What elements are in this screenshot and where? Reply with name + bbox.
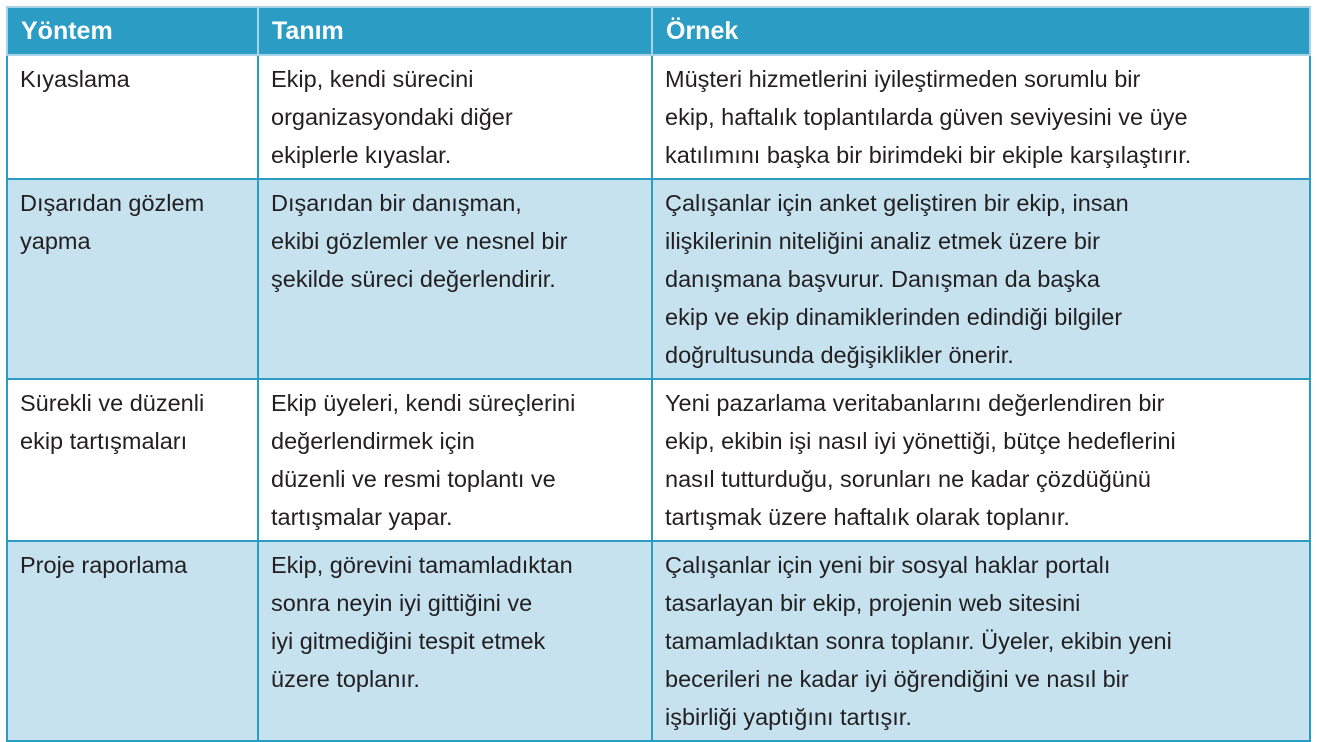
cell-definition: Dışarıdan bir danışman, ekibi gözlemler ve nesnel bir şekilde süreci değerlendirir. [258,179,652,379]
header-definition: Tanım [258,7,652,55]
cell-definition: Ekip, kendi sürecini organizasyondaki diğer ekiplerle kıyaslar. [258,55,652,179]
table-row [7,379,1310,541]
cell-method: Kıyaslama [7,55,258,179]
cell-example: Çalışanlar için anket geliştiren bir ekip, insan ilişkilerinin niteliğini analiz etmek üzere bir danışmana başvurur. Danışman da başka ekip ve ekip dinamiklerinden edindiği bilgiler doğrultusunda değişiklikler önerir. [652,179,1310,379]
cell-definition: Ekip, görevini tamamladıktan sonra neyin iyi gittiğini ve iyi gitmediğini tespit etmek üzere toplanır. [258,541,652,741]
cell-example: Müşteri hizmetlerini iyileştirmeden sorumlu bir ekip, haftalık toplantılarda güven seviyesini ve üye katılımını başka bir birimdeki bir ekiple karşılaştırır. [652,55,1310,179]
table-row [7,179,1310,379]
methods-table [6,6,1311,742]
table-header-row [7,7,1310,55]
header-example: Örnek [652,7,1310,55]
table-row [7,541,1310,741]
cell-example: Yeni pazarlama veritabanlarını değerlendiren bir ekip, ekibin işi nasıl iyi yönettiği, bütçe hedeflerini nasıl tutturduğu, sorunları ne kadar çözdüğünü tartışmak üzere haftalık olarak toplanır. [652,379,1310,541]
cell-method: Sürekli ve düzenli ekip tartışmaları [7,379,258,541]
methods-table-container [6,6,1309,742]
cell-definition: Ekip üyeleri, kendi süreçlerini değerlendirmek için düzenli ve resmi toplantı ve tartışmalar yapar. [258,379,652,541]
cell-example: Çalışanlar için yeni bir sosyal haklar portalı tasarlayan bir ekip, projenin web sitesini tamamladıktan sonra toplanır. Üyeler, ekibin yeni becerileri ne kadar iyi öğrendiğini ve nasıl bir işbirliği yaptığını tartışır. [652,541,1310,741]
header-method: Yöntem [7,7,258,55]
cell-method: Dışarıdan gözlem yapma [7,179,258,379]
cell-method: Proje raporlama [7,541,258,741]
table-row [7,55,1310,179]
